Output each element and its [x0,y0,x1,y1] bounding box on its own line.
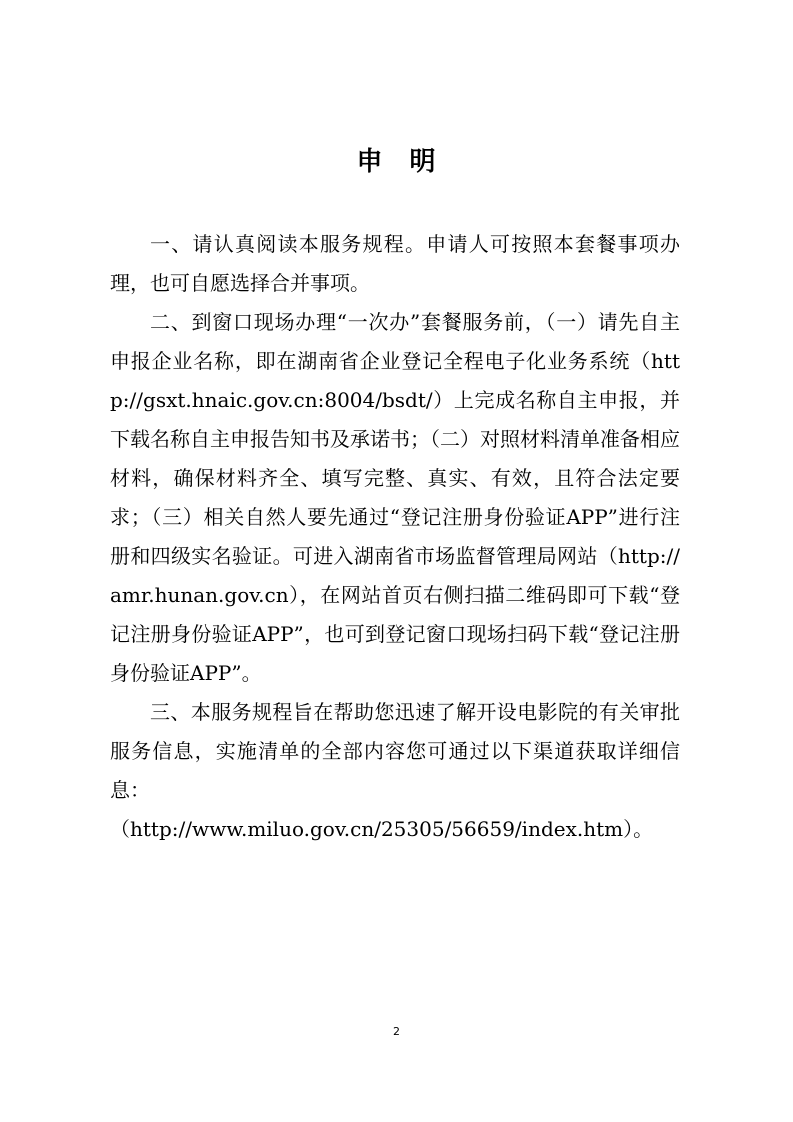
title-char-2: 明 [409,147,437,177]
statement-body [110,225,680,849]
paragraph-preparation-steps: 二、到窗口现场办理“一次办”套餐服务前，（一）请先自主申报企业名称，即在湖南省企业登记全程电子化业务系统（http://gsxt.hnaic.gov.cn:8004/bsdt/）上完成名称自主申报，并下载名称自主申报告知书及承诺书；（二）对照材料清单准备相应材料，确保材料齐全、填写完整、真实、有效，且符合法定要求；（三）相关自然人要先通过“登记注册身份验证APP”进行注册和四级实名验证。可进入湖南省市场监督管理局网站（http://amr.hunan.gov.cn），在网站首页右侧扫描二维码即可下载“登记注册身份验证APP”，也可到登记窗口现场扫码下载“登记注册身份验证APP”。 [110,310,680,685]
paragraph-reading-notice: 一、请认真阅读本服务规程。申请人可按照本套餐事项办理，也可自愿选择合并事项。 [110,232,680,295]
title-char-1: 申 [356,147,384,177]
page-title [0,145,793,179]
paragraph-info-url: （http://www.miluo.gov.cn/25305/56659/index.htm）。 [110,817,654,841]
paragraph-service-info: 三、本服务规程旨在帮助您迅速了解开设电影院的有关审批服务信息，实施清单的全部内容您可通过以下渠道获取详细信息： [110,700,680,802]
page-number: 2 [393,1025,400,1038]
